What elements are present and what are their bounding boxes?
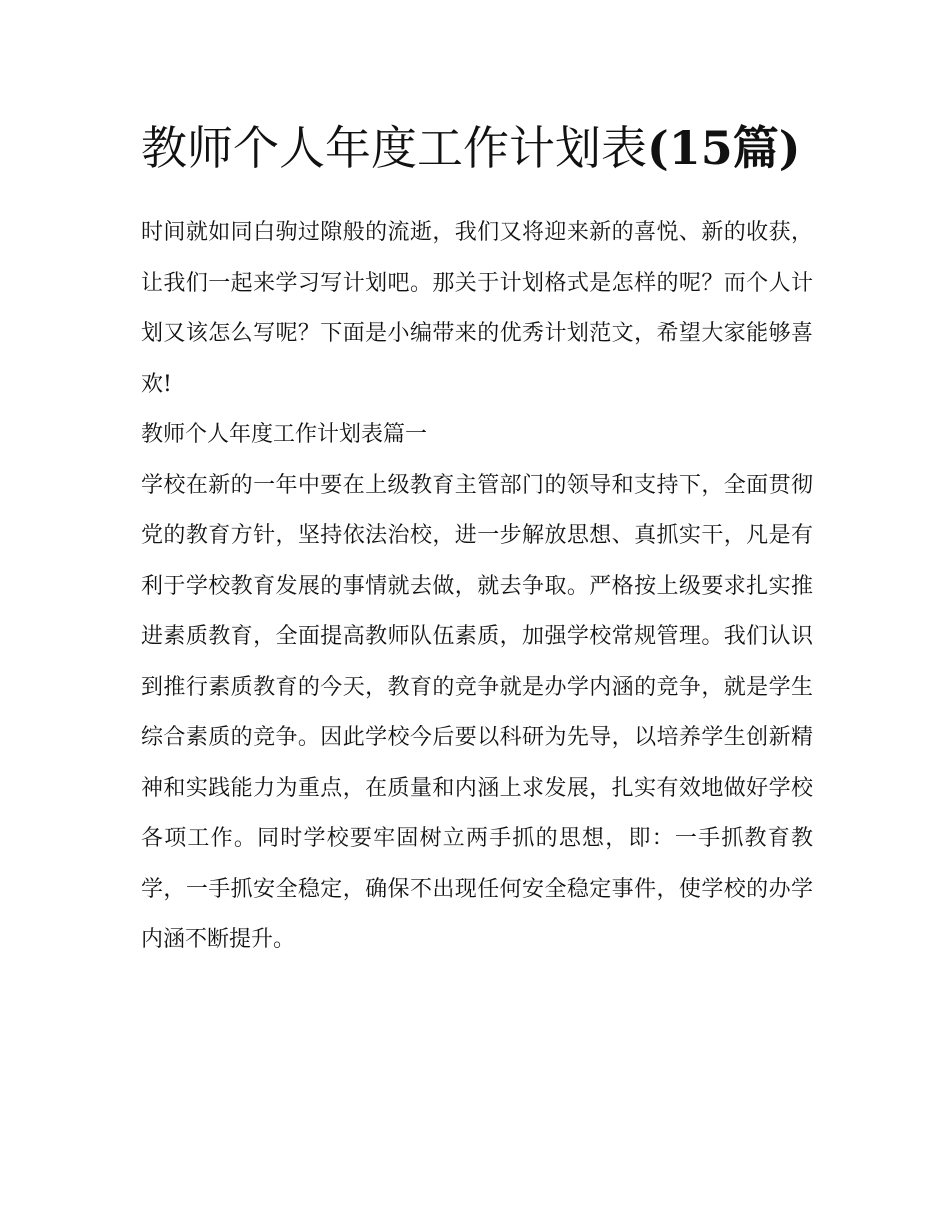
document-page	[141, 112, 813, 966]
section-heading: 教师个人年度工作计划表篇一	[141, 422, 428, 447]
section-body-paragraph: 学校在新的一年中要在上级教育主管部门的领导和支持下，全面贯彻党的教育方针，坚持依法治校，进一步解放思想、真抓实干，凡是有利于学校教育发展的事情就去做，就去争取。严格按上级要求扎实推进素质教育，全面提高教师队伍素质，加强学校常规管理。我们认识到推行素质教育的今天，教育的竞争就是办学内涵的竞争，就是学生综合素质的竞争。因此学校今后要以科研为先导，以培养学生创新精神和实践能力为重点，在质量和内涵上求发展，扎实有效地做好学校各项工作。同时学校要牢固树立两手抓的思想，即：一手抓教育教学，一手抓安全稳定，确保不出现任何安全稳定事件，使学校的办学内涵不断提升。	[141, 472, 813, 952]
document-title	[141, 112, 813, 184]
document-title-text: 教师个人年度工作计划表	[141, 121, 647, 175]
document-title-suffix: (15篇)	[647, 121, 801, 175]
intro-paragraph: 时间就如同白驹过隙般的流逝，我们又将迎来新的喜悦、新的收获，让我们一起来学习写计划吧。那关于计划格式是怎样的呢？而个人计划又该怎么写呢？下面是小编带来的优秀计划范文，希望大家能够喜欢!	[141, 220, 813, 397]
